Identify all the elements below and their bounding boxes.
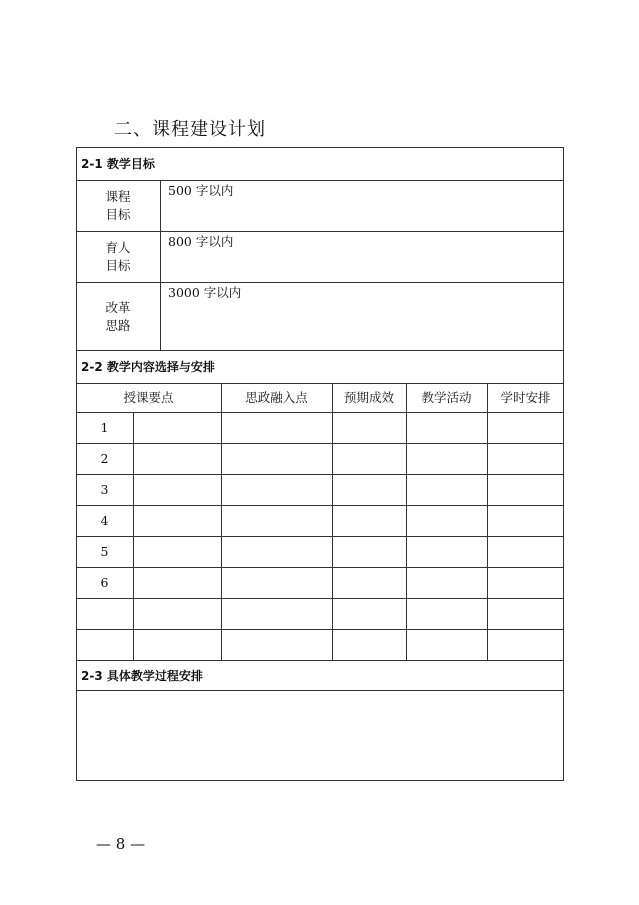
label-reform-ideas: 改革 思路 <box>105 300 131 333</box>
page-number: — 8 — <box>96 835 146 853</box>
col-header-expected-outcome: 预期成效 <box>343 390 394 405</box>
col-header-ideological-points: 思政融入点 <box>245 390 308 405</box>
section-heading-teaching-process: 2-3 具体教学过程安排 <box>81 669 203 683</box>
col-header-class-hours: 学时安排 <box>500 390 551 405</box>
col-header-teaching-activities: 教学活动 <box>421 390 472 405</box>
col-header-key-points: 授课要点 <box>123 390 174 405</box>
table-row-number: 4 <box>100 513 109 528</box>
table-row-number: 2 <box>100 451 109 466</box>
section-heading-teaching-goals: 2-1 教学目标 <box>81 157 155 171</box>
table-row-number: 1 <box>100 420 109 435</box>
table-row-number: 6 <box>100 575 109 590</box>
label-course-goal: 课程 目标 <box>105 189 131 222</box>
education-goal-field[interactable]: 800 字以内 <box>168 234 234 249</box>
section-title: 二、课程建设计划 <box>114 119 266 140</box>
reform-ideas-field[interactable]: 3000 字以内 <box>168 285 242 300</box>
teaching-process-field[interactable] <box>77 691 563 780</box>
section-heading-teaching-content: 2-2 教学内容选择与安排 <box>81 360 215 374</box>
table-row-number: 3 <box>100 482 109 497</box>
course-goal-field[interactable]: 500 字以内 <box>168 183 234 198</box>
table-row-number: 5 <box>100 544 109 559</box>
label-education-goal: 育人 目标 <box>105 240 131 273</box>
